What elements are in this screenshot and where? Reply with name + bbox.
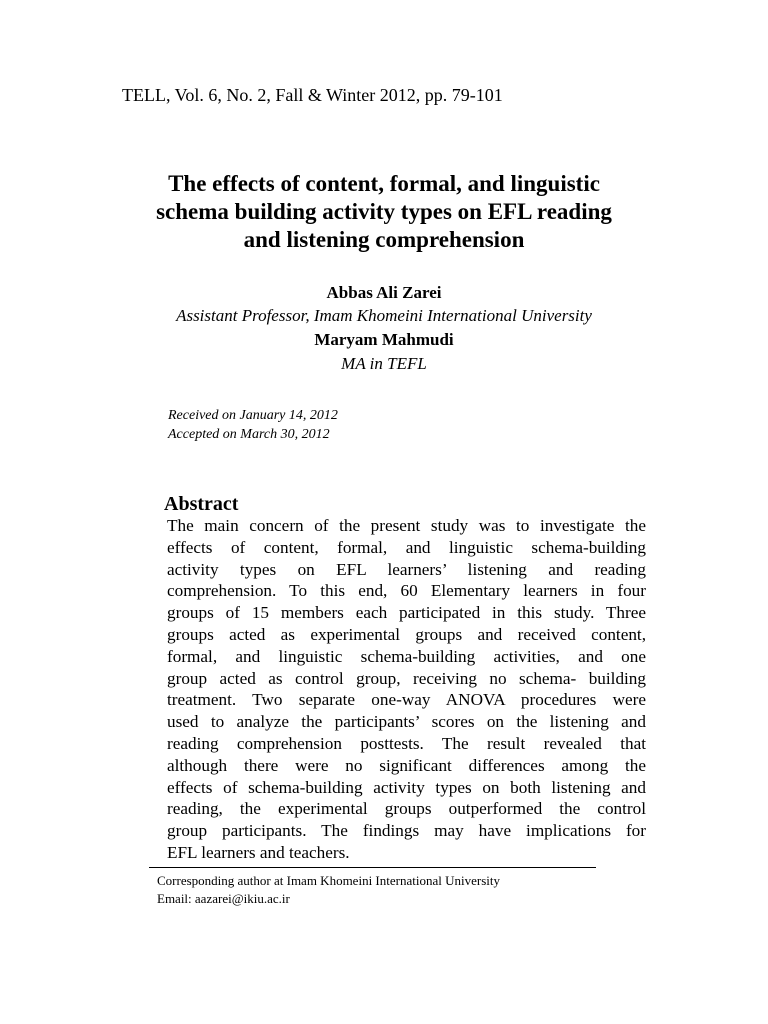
abstract-line: although there were no significant differences among the xyxy=(167,755,646,775)
footnote xyxy=(157,872,500,908)
abstract-line: effects of schema-building activity types on both listening and xyxy=(167,777,646,797)
abstract-line: The main concern of the present study was to investigate the xyxy=(167,516,646,535)
abstract-line: treatment. Two separate one-way ANOVA procedures were xyxy=(167,690,646,710)
abstract-line: EFL learners and teachers. xyxy=(167,842,350,862)
abstract-line: formal, and linguistic schema-building activities, and one xyxy=(167,646,646,666)
abstract-line: group participants. The findings may have implications for xyxy=(167,821,646,841)
author-affiliation-1: Assistant Professor, Imam Khomeini International University xyxy=(176,306,592,325)
title-line: The effects of content, formal, and linguistic xyxy=(168,171,600,196)
abstract-line: group acted as control group, receiving no schema- building xyxy=(167,668,646,688)
author-name-1: Abbas Ali Zarei xyxy=(326,283,442,302)
author-affiliation-2: MA in TEFL xyxy=(341,354,427,373)
abstract-body xyxy=(167,515,646,864)
paper-title xyxy=(84,170,684,254)
footnote-email: Email: aazarei@ikiu.ac.ir xyxy=(157,891,290,906)
abstract-line: groups of 15 members each participated in this study. Three xyxy=(167,603,646,623)
received-date: Received on January 14, 2012 xyxy=(168,408,338,423)
abstract-heading: Abstract xyxy=(164,493,239,515)
abstract-line: effects of content, formal, and linguistic schema-building xyxy=(167,537,646,557)
abstract-line: comprehension. To this end, 60 Elementary learners in four xyxy=(167,581,646,601)
author-name-2: Maryam Mahmudi xyxy=(314,330,454,349)
abstract-line: groups acted as experimental groups and received content, xyxy=(167,624,646,644)
title-line: and listening comprehension xyxy=(243,227,525,252)
abstract-line: reading, the experimental groups outperformed the control xyxy=(167,799,646,819)
abstract-line: reading comprehension posttests. The result revealed that xyxy=(167,733,646,753)
publication-dates xyxy=(168,406,338,444)
abstract-line: used to analyze the participants’ scores on the listening and xyxy=(167,712,646,732)
journal-reference: TELL, Vol. 6, No. 2, Fall & Winter 2012, pp. 79-101 xyxy=(122,85,503,105)
footnote-corresponding-author: Corresponding author at Imam Khomeini International University xyxy=(157,873,500,888)
accepted-date: Accepted on March 30, 2012 xyxy=(168,427,330,442)
footnote-divider xyxy=(149,867,596,868)
abstract-line: activity types on EFL learners’ listening and reading xyxy=(167,559,646,579)
title-line: schema building activity types on EFL reading xyxy=(156,199,612,224)
